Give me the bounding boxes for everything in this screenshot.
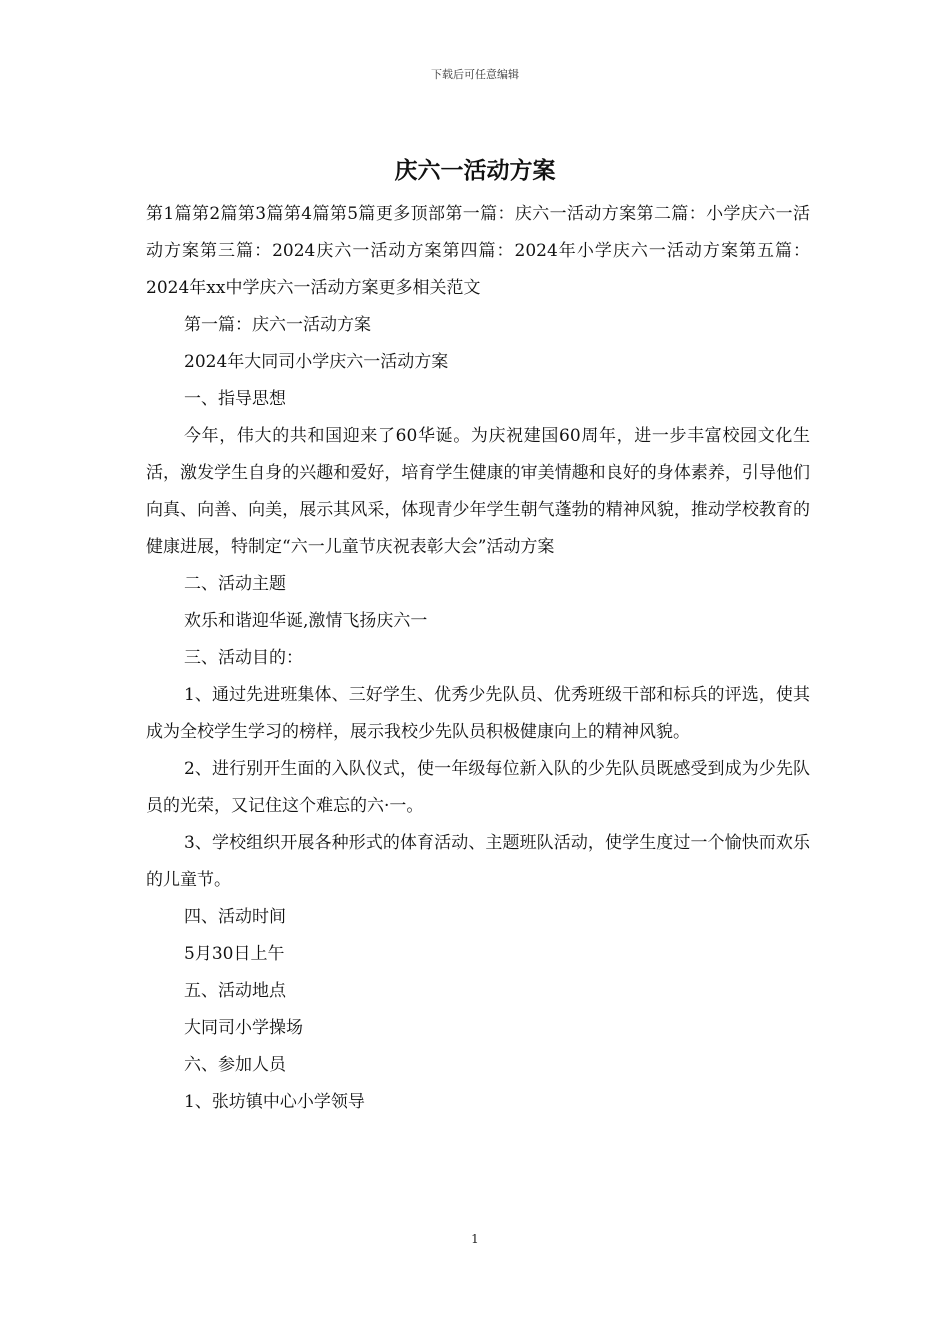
- heading-participants: 六、参加人员: [184, 1055, 286, 1075]
- table-of-contents: 第1篇第2篇第3篇第4篇第5篇更多顶部第一篇：庆六一活动方案第二篇：小学庆六一活动方案第三篇：2024庆六一活动方案第四篇：2024年小学庆六一活动方案第五篇：2024年xx中学庆六一活动方案更多相关范文: [146, 204, 810, 298]
- paragraph-guiding-ideology: 今年，伟大的共和国迎来了60华诞。为庆祝建国60周年，进一步丰富校园文化生活，激发学生自身的兴趣和爱好，培育学生健康的审美情趣和良好的身体素养，引导他们向真、向善、向美，展示其风采，体现青少年学生朝气蓬勃的精神风貌，推动学校教育的健康进展，特制定“六一儿童节庆祝表彰大会”活动方案: [146, 426, 810, 557]
- paragraph-activity-time: 5月30日上午: [184, 944, 285, 964]
- document-body: [146, 196, 810, 1121]
- section-heading-part-one: 第一篇：庆六一活动方案: [184, 315, 371, 335]
- plan-title: 2024年大同司小学庆六一活动方案: [184, 352, 449, 372]
- heading-guiding-ideology: 一、指导思想: [184, 389, 286, 409]
- purpose-item-1: 1、通过先进班集体、三好学生、优秀少先队员、优秀班级干部和标兵的评选，使其成为全校学生学习的榜样，展示我校少先队员积极健康向上的精神风貌。: [146, 685, 810, 742]
- paragraph-activity-theme: 欢乐和谐迎华诞,激情飞扬庆六一: [184, 611, 428, 631]
- document-title: 庆六一活动方案: [394, 157, 556, 184]
- purpose-item-3: 3、学校组织开展各种形式的体育活动、主题班队活动，使学生度过一个愉快而欢乐的儿童节。: [146, 833, 810, 890]
- header-note: 下载后可任意编辑: [431, 68, 519, 81]
- heading-activity-time: 四、活动时间: [184, 907, 286, 927]
- participant-item-1: 1、张坊镇中心小学领导: [184, 1092, 365, 1112]
- page-number: 1: [471, 1232, 479, 1246]
- heading-activity-theme: 二、活动主题: [184, 574, 286, 594]
- heading-activity-purpose: 三、活动目的：: [184, 648, 303, 668]
- heading-activity-location: 五、活动地点: [184, 981, 286, 1001]
- paragraph-activity-location: 大同司小学操场: [184, 1018, 303, 1038]
- purpose-item-2: 2、进行别开生面的入队仪式，使一年级每位新入队的少先队员既感受到成为少先队员的光荣，又记住这个难忘的六·一。: [146, 759, 810, 816]
